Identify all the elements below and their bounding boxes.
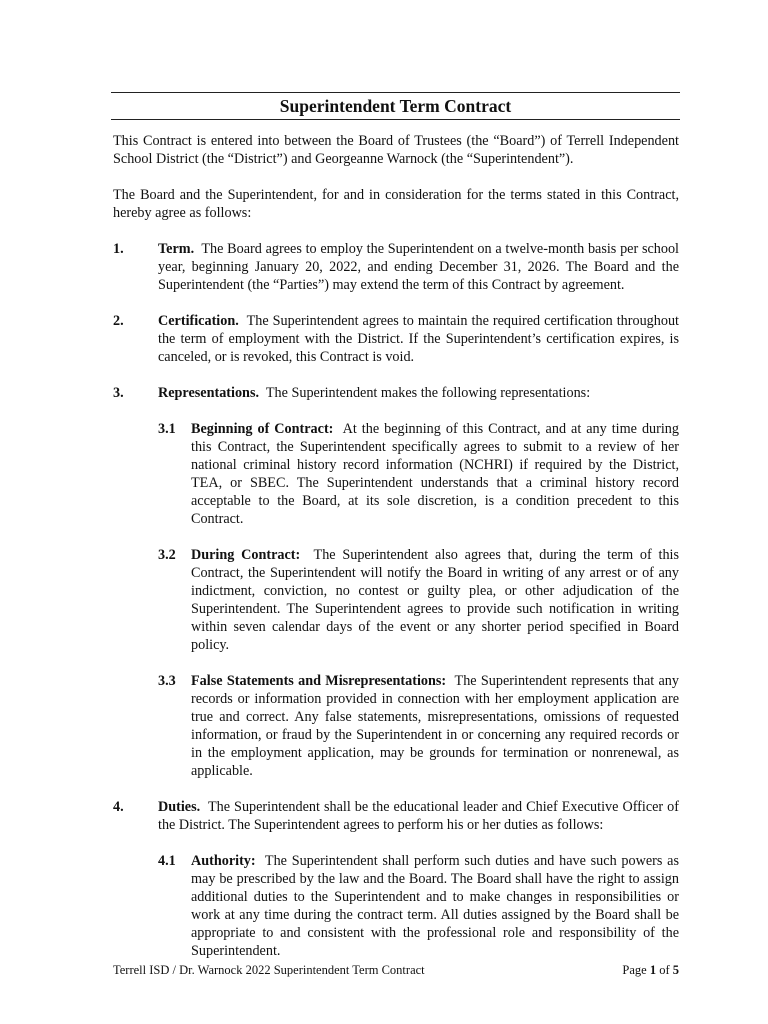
subsection-text: The Superintendent also agrees that, during the term of this Contract, the Superintendent will notify the Board in writing of any arrest or of any indictment, conviction, no contest or guilty plea, or other adjudication of the Superintendent. The Superintendent agrees to provide such notification in writing within seven calendar days of the event or any shorter period specified in Board policy.: [191, 547, 680, 653]
subsection-number: 4.1: [158, 853, 176, 869]
subsection-heading: Authority:: [191, 853, 256, 869]
page-label: Page: [622, 963, 647, 977]
footer-document-name: Terrell ISD / Dr. Warnock 2022 Superintendent Term Contract: [113, 963, 425, 977]
section-number: 3.: [113, 385, 124, 401]
page-title: Superintendent Term Contract: [279, 96, 512, 116]
subsection-authority: [113, 852, 679, 960]
subsection-number: 3.1: [158, 421, 176, 437]
subsection-number: 3.2: [158, 547, 176, 563]
title-rule-box: [111, 92, 680, 120]
section-representations: [113, 384, 679, 402]
section-heading: Term.: [158, 241, 195, 257]
page-current: 1: [649, 963, 657, 977]
section-duties: [113, 798, 679, 834]
section-number: 1.: [113, 241, 124, 257]
subsection-heading: False Statements and Misrepresentations:: [191, 673, 447, 689]
subsection-heading: Beginning of Contract:: [191, 421, 334, 437]
section-heading: Certification.: [158, 313, 239, 329]
contract-body: [113, 132, 679, 978]
subsection-number: 3.3: [158, 673, 176, 689]
subsection-text: The Superintendent shall perform such duties and have such powers as may be prescribed by the law and the Board. The Board shall have the right to assign additional duties to the Superintendent and to make changes in responsibilities or work at any time during the contract term. All duties assigned by the Board shall be appropriate to and consistent with the professional role and responsibility of the Superintendent.: [191, 853, 679, 959]
section-text: The Superintendent shall be the educational leader and Chief Executive Officer of the District. The Superintendent agrees to perform his or her duties as follows:: [158, 799, 679, 833]
subsection-heading: During Contract:: [191, 547, 301, 563]
section-text: The Board agrees to employ the Superintendent on a twelve-month basis per school year, beginning January 20, 2022, and ending December 31, 2026. The Board and the Superintendent (the “Parties”) may extend the term of this Contract by agreement.: [158, 241, 679, 293]
section-certification: [113, 312, 679, 366]
page-total: 5: [672, 963, 679, 977]
section-heading: Duties.: [158, 799, 201, 815]
intro-paragraph: This Contract is entered into between the Board of Trustees (the “Board”) of Terrell Independent School District (the “District”) and Georgeanne Warnock (the “Superintendent”).: [113, 133, 679, 167]
section-text: The Superintendent agrees to maintain the required certification throughout the term of employment with the District. If the Superintendent’s certification expires, is canceled, or is revoked, this Contract is void.: [158, 313, 679, 365]
subsection-beginning-of-contract: [113, 420, 679, 528]
footer-page-number: [622, 962, 679, 978]
agreement-paragraph: The Board and the Superintendent, for and in consideration for the terms stated in this Contract, hereby agree as follows:: [113, 187, 679, 221]
page-of: of: [659, 963, 670, 977]
section-heading: Representations.: [158, 385, 260, 401]
section-text: The Superintendent makes the following representations:: [265, 385, 591, 401]
subsection-text: At the beginning of this Contract, and at any time during this Contract, the Superintendent specifically agrees to submit to a review of her national criminal history record information (NCHRI) if required by the District, TEA, or SBEC. The Superintendent understands that a criminal history record acceptable to the Board, at its sole discretion, is a condition precedent to this Contract.: [191, 421, 679, 527]
subsection-during-contract: [113, 546, 679, 654]
section-term: [113, 240, 679, 294]
section-number: 4.: [113, 799, 124, 815]
section-number: 2.: [113, 313, 124, 329]
subsection-false-statements: [113, 672, 679, 780]
subsection-text: The Superintendent represents that any records or information provided in connection with her employment application are true and correct. Any false statements, misrepresentations, omissions of requested information, or fraud by the Superintendent in or concerning any required records or in the employment application, may be grounds for termination or nonrenewal, as applicable.: [191, 673, 679, 779]
